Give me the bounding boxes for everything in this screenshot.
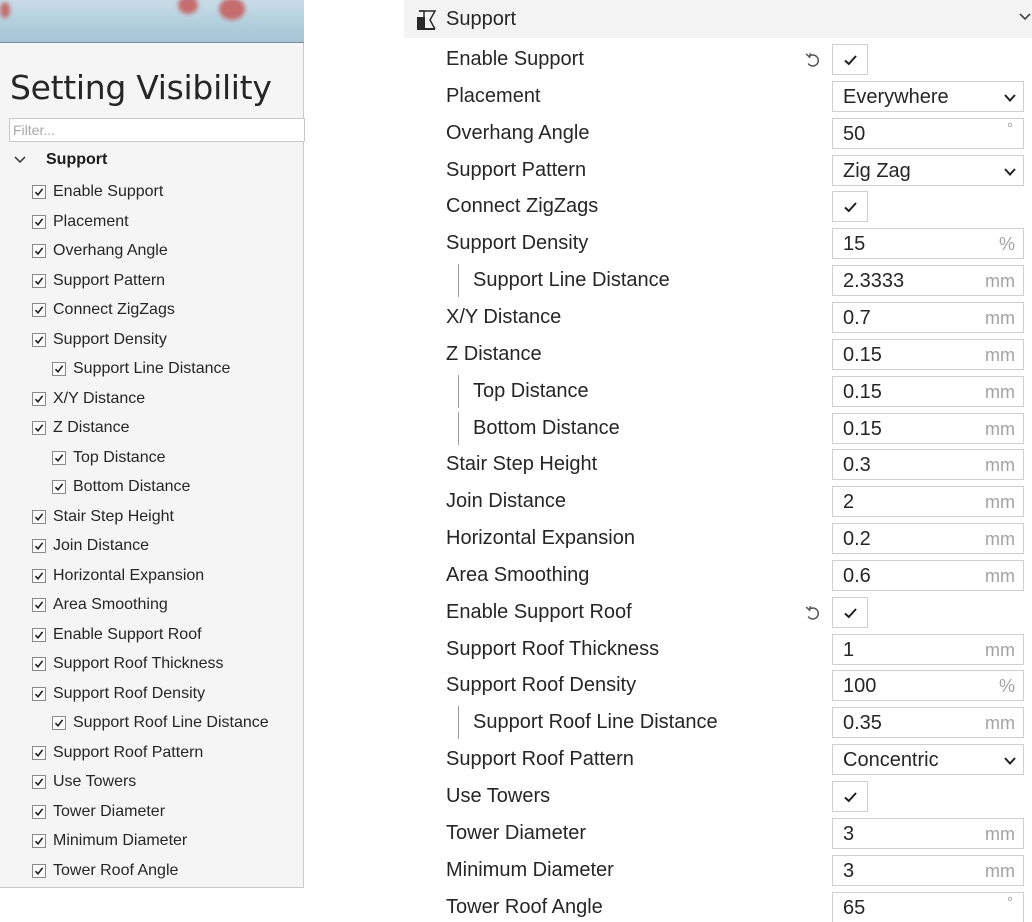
field-value: 0.15 (843, 417, 882, 440)
visibility-checkbox[interactable] (32, 185, 46, 199)
field-value: 65 (843, 896, 866, 919)
visibility-item-label: Enable Support (53, 183, 164, 200)
setting-label: Join Distance (446, 490, 567, 513)
setting-row (404, 188, 1032, 225)
visibility-checkbox[interactable] (32, 333, 46, 347)
category-support-toggle[interactable] (14, 150, 107, 170)
visibility-item[interactable] (32, 771, 136, 793)
visibility-item[interactable] (32, 417, 129, 439)
visibility-item[interactable] (52, 358, 230, 380)
chevron-down-icon (1003, 754, 1017, 766)
setting-label: Support Roof Line Distance (473, 711, 718, 734)
setting-row (404, 262, 1032, 299)
visibility-item-label: Join Distance (53, 537, 150, 554)
visibility-checkbox[interactable] (32, 539, 46, 553)
field-unit: mm (985, 455, 1015, 476)
visibility-item-label: Tower Roof Angle (53, 861, 179, 879)
field-value: 50 (843, 122, 866, 145)
field-unit: ° (1007, 893, 1013, 911)
setting-number-field[interactable] (832, 376, 1024, 407)
field-unit: mm (985, 860, 1015, 881)
setting-label: Horizontal Expansion (446, 527, 635, 550)
setting-row (404, 152, 1032, 189)
visibility-item-label: Support Roof Line Distance (73, 714, 269, 731)
field-value: 0.35 (843, 712, 882, 735)
visibility-item[interactable] (32, 388, 145, 410)
visibility-checkbox[interactable] (32, 510, 46, 524)
setting-label: Support Roof Density (446, 674, 637, 697)
visibility-item-label: Minimum Diameter (53, 832, 188, 849)
setting-checkbox[interactable] (832, 191, 868, 222)
visibility-item[interactable] (52, 712, 269, 734)
setting-number-field[interactable] (832, 855, 1024, 886)
setting-number-field[interactable] (832, 892, 1024, 922)
visibility-item-label: Enable Support Roof (53, 625, 202, 643)
setting-row (404, 336, 1032, 373)
setting-label: Enable Support Roof (446, 600, 632, 623)
visibility-item[interactable] (32, 624, 202, 646)
setting-label: Z Distance (446, 342, 542, 365)
setting-row (404, 815, 1032, 852)
visibility-item-label: X/Y Distance (53, 389, 146, 407)
visibility-item-label: Support Roof Density (53, 684, 206, 702)
setting-label: Bottom Distance (473, 416, 620, 439)
field-value: 2.3333 (843, 270, 905, 293)
visibility-checkbox[interactable] (32, 303, 46, 317)
setting-number-field[interactable] (832, 413, 1024, 444)
visibility-item[interactable] (32, 594, 168, 616)
visibility-checkbox[interactable] (32, 274, 46, 288)
visibility-checkbox[interactable] (32, 598, 46, 612)
visibility-item-label: Tower Diameter (53, 802, 166, 820)
field-unit: % (998, 234, 1015, 255)
reset-icon[interactable] (804, 604, 822, 622)
setting-row (404, 557, 1032, 594)
field-unit: % (998, 676, 1015, 697)
setting-checkbox[interactable] (832, 781, 868, 812)
field-unit: mm (985, 639, 1015, 660)
field-value: Concentric (843, 749, 939, 772)
setting-label: X/Y Distance (446, 305, 562, 328)
visibility-item-label: Placement (53, 212, 129, 230)
setting-row (404, 446, 1032, 483)
visibility-checkbox[interactable] (32, 628, 46, 642)
setting-label: Connect ZigZags (446, 195, 599, 218)
checkmark-icon (843, 53, 858, 67)
setting-dropdown[interactable] (832, 81, 1024, 112)
field-unit: mm (985, 713, 1015, 734)
field-unit: mm (985, 271, 1015, 292)
visibility-item-label: Support Roof Pattern (53, 743, 204, 761)
setting-number-field[interactable] (832, 560, 1024, 591)
setting-number-field[interactable] (832, 707, 1024, 738)
visibility-item[interactable] (52, 476, 190, 498)
setting-label: Area Smoothing (446, 563, 590, 586)
field-value: Zig Zag (843, 159, 911, 182)
setting-row (404, 410, 1032, 447)
visibility-checkbox[interactable] (32, 392, 46, 406)
field-value: 2 (843, 491, 855, 514)
setting-label: Tower Roof Angle (446, 895, 603, 918)
visibility-checkbox[interactable] (32, 746, 46, 760)
reset-icon[interactable] (804, 51, 822, 69)
setting-dropdown[interactable] (832, 155, 1024, 186)
visibility-checkbox[interactable] (32, 834, 46, 848)
visibility-item-label: Support Density (53, 330, 167, 348)
setting-number-field[interactable] (832, 118, 1024, 149)
visibility-item[interactable] (32, 860, 178, 882)
visibility-checkbox[interactable] (32, 215, 46, 229)
field-unit: mm (985, 307, 1015, 328)
visibility-item-label: Support Roof Thickness (53, 655, 224, 672)
field-unit: mm (985, 529, 1015, 550)
setting-row (404, 741, 1032, 778)
visibility-checkbox[interactable] (32, 244, 46, 258)
visibility-item-label: Area Smoothing (53, 596, 168, 613)
visibility-checkbox[interactable] (32, 687, 46, 701)
setting-row (404, 115, 1032, 152)
child-indent-line (458, 375, 459, 408)
setting-label: Placement (446, 84, 541, 107)
child-indent-line (458, 706, 459, 739)
visibility-checkbox[interactable] (32, 864, 46, 878)
visibility-checkbox[interactable] (52, 362, 66, 376)
visibility-item[interactable] (32, 742, 203, 764)
setting-label: Minimum Diameter (446, 858, 614, 881)
viewport-preview (0, 0, 304, 43)
category-header[interactable] (404, 0, 1032, 38)
setting-checkbox[interactable] (832, 597, 868, 628)
setting-number-field[interactable] (832, 486, 1024, 517)
visibility-item[interactable] (32, 653, 223, 675)
field-value: 1 (843, 638, 855, 661)
visibility-item[interactable] (52, 447, 166, 469)
setting-row (404, 631, 1032, 668)
visibility-item-label: Support Line Distance (73, 360, 231, 377)
visibility-checkbox[interactable] (32, 805, 46, 819)
setting-row (404, 520, 1032, 557)
setting-number-field[interactable] (832, 302, 1024, 333)
setting-number-field[interactable] (832, 818, 1024, 849)
setting-number-field[interactable] (832, 265, 1024, 296)
setting-label: Tower Diameter (446, 821, 587, 844)
setting-label: Support Line Distance (473, 269, 670, 292)
visibility-checkbox[interactable] (52, 716, 66, 730)
setting-label: Support Roof Thickness (446, 637, 660, 660)
field-unit: mm (985, 565, 1015, 586)
visibility-checkbox[interactable] (32, 421, 46, 435)
chevron-down-icon (1003, 165, 1017, 177)
child-indent-line (458, 264, 459, 297)
visibility-checkbox[interactable] (52, 451, 66, 465)
setting-row (404, 299, 1032, 336)
visibility-item-label: Overhang Angle (53, 242, 168, 259)
visibility-item[interactable] (32, 299, 175, 321)
setting-number-field[interactable] (832, 449, 1024, 480)
field-value: 0.3 (843, 454, 871, 477)
setting-label: Use Towers (446, 785, 551, 807)
visibility-item-label: Bottom Distance (73, 478, 191, 495)
visibility-item[interactable] (32, 535, 149, 557)
setting-row (404, 852, 1032, 889)
setting-label: Stair Step Height (446, 453, 598, 476)
category-title: Support (446, 8, 517, 30)
checkmark-icon (843, 790, 858, 804)
setting-label: Support Roof Pattern (446, 748, 634, 771)
setting-row (404, 889, 1032, 922)
support-category-icon (414, 8, 438, 32)
panel-title: Setting Visibility (10, 68, 272, 107)
setting-row (404, 704, 1032, 741)
visibility-item[interactable] (32, 329, 167, 351)
setting-checkbox[interactable] (832, 44, 868, 75)
checkmark-icon (843, 606, 858, 620)
child-indent-line (458, 412, 459, 445)
field-value: 3 (843, 822, 855, 845)
category-label: Support (46, 151, 108, 168)
setting-row (404, 373, 1032, 410)
visibility-item[interactable] (32, 240, 168, 262)
field-value: 0.2 (843, 528, 871, 551)
support-settings-panel (404, 0, 1032, 922)
visibility-item-label: Use Towers (53, 773, 137, 790)
setting-row (404, 594, 1032, 631)
visibility-item[interactable] (32, 181, 163, 203)
visibility-item[interactable] (32, 801, 165, 823)
field-unit: mm (985, 418, 1015, 439)
field-value: 15 (843, 233, 866, 256)
setting-number-field[interactable] (832, 339, 1024, 370)
visibility-item[interactable] (32, 565, 204, 587)
filter-input[interactable] (9, 118, 305, 142)
setting-label: Enable Support (446, 48, 584, 70)
setting-label: Overhang Angle (446, 121, 590, 144)
visibility-item[interactable] (32, 830, 187, 852)
setting-visibility-panel (0, 0, 304, 888)
visibility-item[interactable] (32, 211, 129, 233)
setting-row (404, 483, 1032, 520)
field-value: 100 (843, 675, 877, 698)
visibility-item-label: Z Distance (53, 419, 130, 436)
setting-label: Support Pattern (446, 158, 587, 181)
visibility-checkbox[interactable] (32, 775, 46, 789)
setting-row (404, 778, 1032, 815)
chevron-down-icon[interactable] (1018, 10, 1032, 24)
chevron-down-icon (1003, 91, 1017, 103)
field-unit: mm (985, 344, 1015, 365)
setting-row (404, 78, 1032, 115)
checkmark-icon (843, 200, 858, 214)
setting-label: Support Density (446, 232, 589, 255)
setting-row (404, 41, 1032, 78)
field-value: 0.15 (843, 380, 882, 403)
setting-row (404, 225, 1032, 262)
setting-label: Top Distance (473, 379, 589, 402)
field-unit: ° (1007, 119, 1013, 137)
setting-number-field[interactable] (832, 634, 1024, 665)
field-value: 3 (843, 859, 855, 882)
setting-number-field[interactable] (832, 228, 1024, 259)
field-unit: mm (985, 823, 1015, 844)
setting-dropdown[interactable] (832, 744, 1024, 775)
setting-row (404, 667, 1032, 704)
field-value: 0.15 (843, 343, 882, 366)
setting-number-field[interactable] (832, 670, 1024, 701)
visibility-item[interactable] (32, 270, 165, 292)
visibility-frame (0, 43, 304, 888)
visibility-checkbox[interactable] (32, 657, 46, 671)
visibility-item-label: Horizontal Expansion (53, 566, 205, 584)
visibility-item-label: Support Pattern (53, 271, 166, 289)
visibility-item-label: Top Distance (73, 448, 166, 466)
visibility-checkbox[interactable] (52, 480, 66, 494)
visibility-item-label: Connect ZigZags (53, 301, 175, 318)
chevron-down-icon (14, 153, 30, 167)
visibility-item-label: Stair Step Height (53, 507, 174, 525)
visibility-item[interactable] (32, 506, 174, 528)
field-value: Everywhere (843, 85, 949, 108)
field-unit: mm (985, 381, 1015, 402)
setting-number-field[interactable] (832, 523, 1024, 554)
visibility-item[interactable] (32, 683, 205, 705)
field-unit: mm (985, 492, 1015, 513)
field-value: 0.6 (843, 564, 871, 587)
field-value: 0.7 (843, 306, 871, 329)
visibility-checkbox[interactable] (32, 569, 46, 583)
